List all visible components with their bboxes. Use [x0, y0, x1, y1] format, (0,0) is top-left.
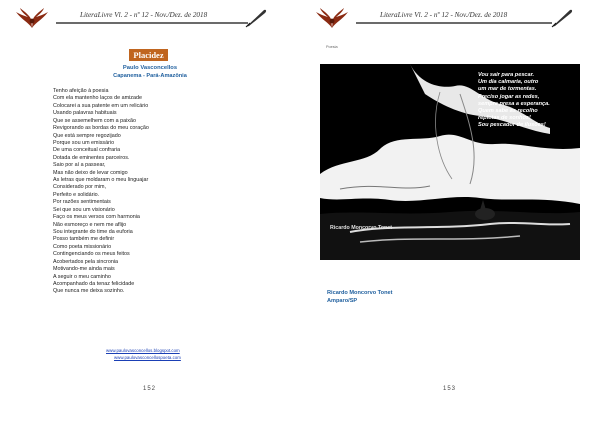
poem-line: Contingenciando os meus feitos	[53, 251, 130, 258]
poem-line: Tenho afeição à poesia	[53, 88, 109, 94]
poem-line: Faço os meus versos com harmonia	[53, 214, 140, 221]
poem-line: Que está sempre regozijado	[53, 132, 121, 139]
poem-line: Motivando-me ainda mais	[53, 266, 115, 273]
photo-caption-line: um mar de tormentas.	[478, 86, 537, 93]
poem-line: Posso também me definir	[53, 236, 115, 243]
header-divider	[56, 22, 248, 24]
poem-line: A seguir o meu caminho	[53, 273, 111, 280]
poem-line: Perfeito e solidário.	[53, 191, 100, 198]
poem-line: Que se assemelhem com a paixão	[53, 117, 136, 124]
header-title: LiteraLivre Vl. 2 - nº 12 - Nov./Dez. de 2018	[80, 11, 208, 19]
photo-caption-line: Vou sair para pescar.	[478, 72, 535, 78]
poem-line: Não esmoreço e nem me aflijo	[53, 221, 127, 228]
phoenix-logo-icon	[315, 8, 349, 30]
poem-line: Que nunca me deixa sozinho.	[53, 288, 125, 295]
author-name: Paulo Vasconcellos	[122, 65, 178, 71]
poem-line: Mas não deixo de levar comigo	[53, 169, 128, 176]
photo-caption-line: repletas de sonhos!	[478, 115, 531, 122]
photo-caption-line: Sou pescador de ilusões!	[478, 122, 546, 129]
quill-pen-icon	[550, 8, 574, 28]
poem-line: Sou integrante do time da euforia	[53, 229, 133, 236]
author-place: Capanema - Pará-Amazônia	[113, 73, 187, 79]
page-number: 153	[443, 386, 457, 392]
poem-line: De uma conceitual confraria	[53, 147, 121, 154]
poem-line: Acompanhado da tenaz felicidade	[53, 280, 135, 287]
poem-line: Considerado por mim,	[53, 184, 107, 191]
page-number: 152	[143, 386, 157, 392]
photo-signature: Ricardo Moncorvo Tonet	[330, 225, 392, 231]
poem-line: Saio por aí a passear,	[53, 162, 106, 169]
poem-line: Sei que sou um visionário	[53, 206, 115, 213]
phoenix-logo-icon	[15, 8, 49, 30]
photo-caption-line: sempre presa a esperança.	[478, 100, 550, 107]
poem-line: Acobertados pela sincronia	[53, 258, 119, 265]
poem-line: Usando palavras habituais	[53, 110, 117, 117]
poem-line: Dotada de eminentes parceiros.	[53, 154, 130, 161]
poem-body	[53, 88, 263, 296]
photo-credit-name: Ricardo Moncorvo Tonet	[327, 290, 393, 296]
poem-line: As letras que moldaram o meu linguajar	[53, 177, 149, 184]
photo-credit-place: Amparo/SP	[327, 298, 358, 304]
poem-photo	[320, 64, 580, 260]
author-site-link[interactable]: www.paulovasconcellospoeta.com	[114, 355, 181, 360]
author-blog-link[interactable]: www.paulovasconcellos.blogspot.com	[106, 348, 180, 353]
quill-pen-icon	[244, 8, 268, 28]
poem-line: Colocarei a sua patente em um relicário	[53, 102, 149, 109]
photo-caption-line: Preciso jogar as redes,	[478, 93, 540, 100]
poem-line: Como poeta missionário	[53, 243, 112, 250]
poem-line: Por razões sentimentais	[53, 199, 111, 206]
photo-caption	[478, 72, 580, 130]
poem-line: Porque sou um emissário	[53, 139, 115, 146]
header-title: LiteraLivre Vl. 2 - nº 12 - Nov./Dez. de 2018	[380, 11, 508, 19]
header-divider	[356, 22, 552, 24]
poem-line: Com ela mantenho laços de amizade	[53, 95, 142, 102]
photo-caption-line: Quem sabe as recolho	[478, 108, 538, 115]
poem-line: Revigorando as bordas do meu coração	[53, 125, 149, 132]
section-category: Poesia	[326, 45, 338, 49]
photo-caption-line: Um dia calmaria, outro	[478, 79, 539, 86]
poem-title: Placidez	[129, 49, 168, 61]
